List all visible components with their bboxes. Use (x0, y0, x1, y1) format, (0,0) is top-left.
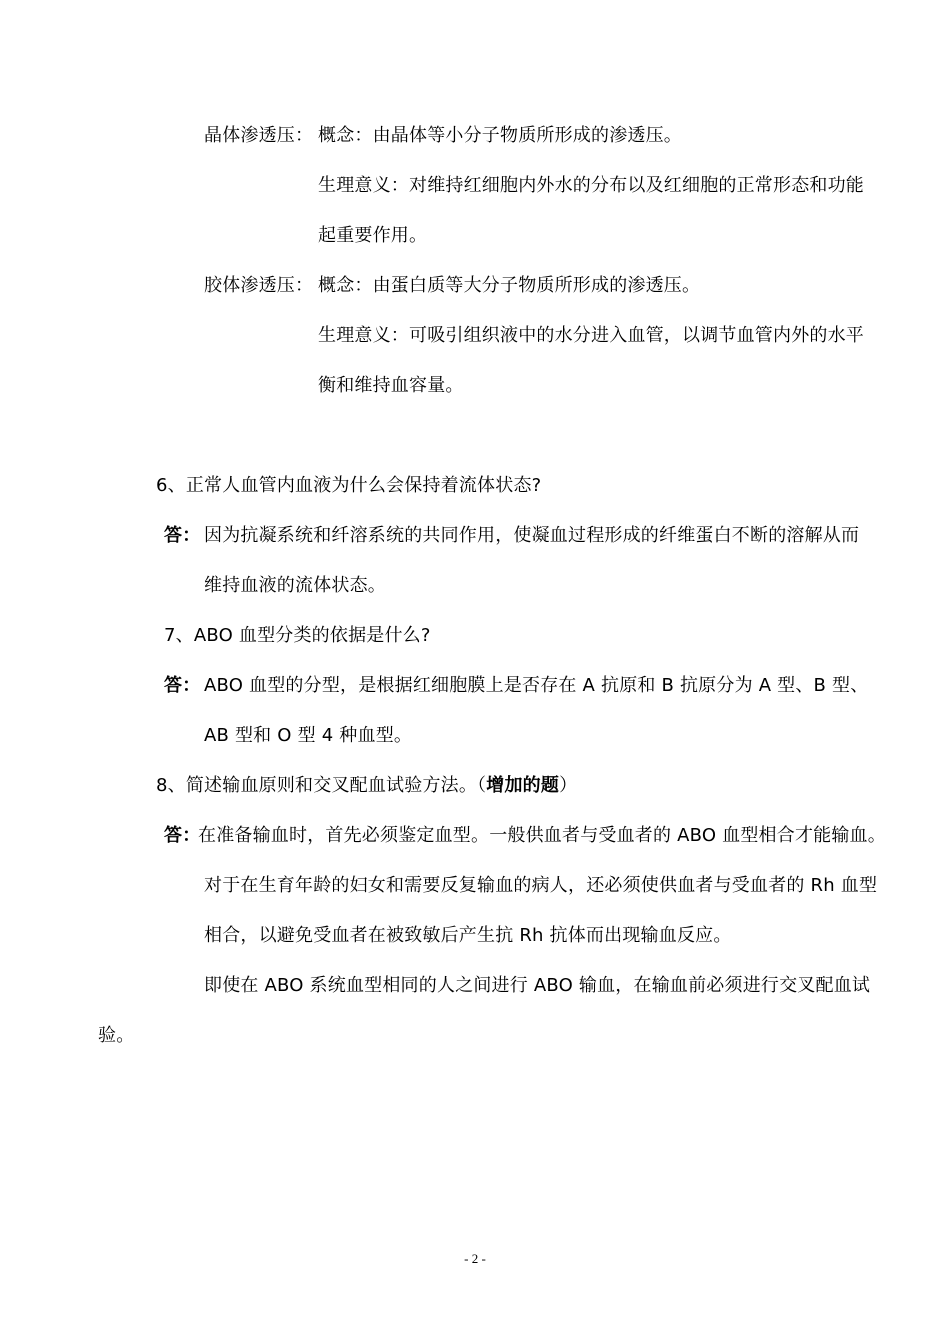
question-8-text: 8、简述输血原则和交叉配血试验方法。（ (156, 775, 487, 796)
colloid-osmotic-significance-line2: 衡和维持血容量。 (318, 375, 464, 396)
answer-6-line1: 因为抗凝系统和纤溶系统的共同作用，使凝血过程形成的纤维蛋白不断的溶解从而 (204, 525, 860, 546)
answer-7-line1: ABO 血型的分型，是根据红细胞膜上是否存在 A 抗原和 B 抗原分为 A 型、B 型、 (204, 675, 869, 696)
answer-6-label: 答： (164, 525, 201, 546)
crystal-osmotic-concept: 概念：由晶体等小分子物质所形成的渗透压。 (318, 125, 682, 146)
answer-8-line5: 验。 (98, 1025, 135, 1046)
crystal-osmotic-significance-line1: 生理意义：对维持红细胞内外水的分布以及红细胞的正常形态和功能 (318, 175, 864, 196)
answer-7-label: 答： (164, 675, 201, 696)
question-8-close-paren: ） (559, 775, 578, 796)
answer-6-line2: 维持血液的流体状态。 (204, 575, 386, 596)
answer-8-line3: 相合，以避免受血者在被致敏后产生抗 Rh 抗体而出现输血反应。 (204, 925, 732, 946)
answer-8-label: 答： (164, 825, 201, 846)
question-7: 7、ABO 血型分类的依据是什么? (164, 625, 431, 646)
answer-8-line4: 即使在 ABO 系统血型相同的人之间进行 ABO 输血，在输血前必须进行交叉配血试 (204, 975, 871, 996)
answer-8-line1: 在准备输血时，首先必须鉴定血型。一般供血者与受血者的 ABO 血型相合才能输血。 (198, 825, 886, 846)
crystal-osmotic-term: 晶体渗透压： (204, 125, 314, 146)
question-6: 6、正常人血管内血液为什么会保持着流体状态? (156, 475, 542, 496)
answer-8-line2: 对于在生育年龄的妇女和需要反复输血的病人，还必须使供血者与受血者的 Rh 血型 (204, 875, 878, 896)
answer-7-line2: AB 型和 O 型 4 种血型。 (204, 725, 413, 746)
crystal-osmotic-significance-line2: 起重要作用。 (318, 225, 428, 246)
colloid-osmotic-concept: 概念：由蛋白质等大分子物质所形成的渗透压。 (318, 275, 701, 296)
colloid-osmotic-significance-line1: 生理意义：可吸引组织液中的水分进入血管，以调节血管内外的水平 (318, 325, 864, 346)
colloid-osmotic-term: 胶体渗透压： (204, 275, 314, 296)
question-8-added-note: 增加的题 (486, 775, 560, 796)
page-number: - 2 - (464, 1251, 486, 1266)
question-8 (156, 773, 577, 799)
